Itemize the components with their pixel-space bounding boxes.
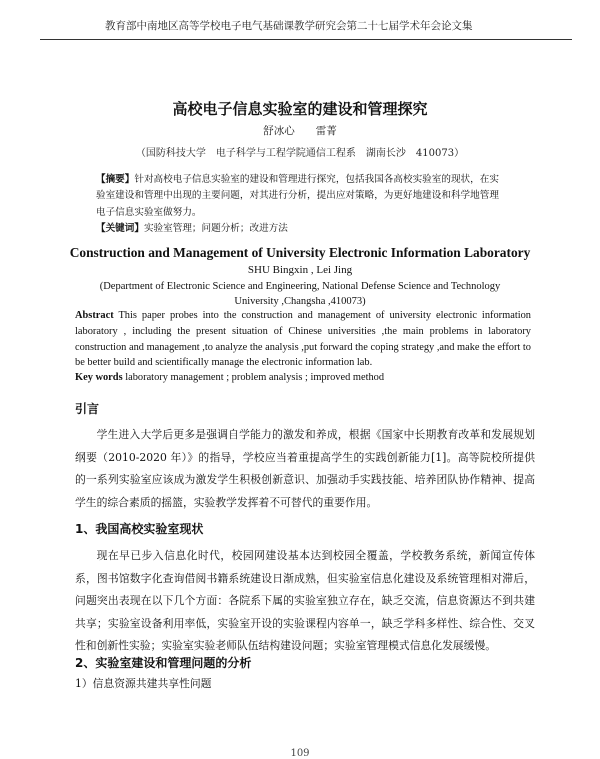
header-rule xyxy=(40,39,572,40)
section-1-paragraph: 现在早已步入信息化时代，校园网建设基本达到校园全覆盖，学校教务系统，新闻宣传体系，图书馆数字化查询借阅书籍系统建设日渐成熟，但实验室信息化建设及系统管理相对滞后，问题突出表现在以下几个方面：各院系下属的实验室独立存在，缺乏交流，信息资源达不到共建共享；实验室设备利用率低，实验室开设的实验课程内容单一，缺乏学科多样性、综合性、交叉性和创新性实验；实验室实验老师队伍结构建设问题；实验室管理模式信息化发展缓慢。 xyxy=(75,549,535,652)
keywords-zh-label: 【关键词】 xyxy=(96,222,144,234)
authors-zh: 舒冰心 雷菁 xyxy=(263,125,337,137)
section-2-heading: 2、实验室建设和管理问题的分析 xyxy=(75,656,252,670)
abstract-en xyxy=(75,308,531,371)
abstract-en-text: This paper probes into the construction and management of university electronic information laboratory , including the present situation of Chinese universities ,the main problems in laboratory construction and management ,to analyze the analysis ,put forward the coping strategy ,and make the effort to be better build and scientifically manage the electronic information lab. xyxy=(75,310,531,369)
intro-heading: 引言 xyxy=(75,402,100,416)
abstract-zh-text: 针对高校电子信息实验室的建设和管理进行探究，包括我国各高校实验室的现状，在实验室建设和管理中出现的主要问题，对其进行分析，提出应对策略，为更好地建设和科学地管理电子信息实验室做努力。 xyxy=(96,174,499,218)
title-zh: 高校电子信息实验室的建设和管理探究 xyxy=(172,100,428,118)
abstract-zh-block xyxy=(96,172,506,237)
abstract-en-label: Abstract xyxy=(75,310,114,321)
keywords-zh-text: 实验室管理；问题分析；改进方法 xyxy=(143,222,288,234)
abstract-zh-label: 【摘要】 xyxy=(96,174,135,185)
running-header: 教育部中南地区高等学校电子电气基础课教学研究会第二十七届学术年会论文集 xyxy=(105,20,473,32)
keywords-en-label: Key words xyxy=(75,372,123,383)
authors-en: SHU Bingxin , Lei Jing xyxy=(247,264,353,276)
affiliation-zh: （国防科技大学 电子科学与工程学院通信工程系 湖南长沙 410073） xyxy=(135,148,465,159)
keywords-zh xyxy=(96,221,506,237)
affiliation-en: (Department of Electronic Science and Engineering, National Defense Science and Technology University ,Changsha ,410073) xyxy=(99,281,501,307)
abstract-zh xyxy=(96,172,506,221)
keywords-en-text: laboratory management ; problem analysis ; improved method xyxy=(122,372,385,383)
keywords-en xyxy=(75,372,531,383)
intro-paragraph: 学生进入大学后更多是强调自学能力的激发和养成，根据《国家中长期教育改革和发展规划纲要（2010-2020 年）》的指导，学校应当着重提高学生的实践创新能力[1]。高等院校所提供的一系列实验室应该成为激发学生积极创新意识、加强动手实践技能、培养团队协作精神、提高学生的综合素质的摇篮，实验教学发挥着不可替代的重要作用。 xyxy=(75,428,535,509)
page-number: 109 xyxy=(290,748,310,759)
section-2-subitem-1: 1）信息资源共建共享性问题 xyxy=(75,677,212,690)
section-1-heading: 1、我国高校实验室现状 xyxy=(75,522,204,536)
title-en: Construction and Management of University Electronic Information Laboratory xyxy=(69,245,531,260)
